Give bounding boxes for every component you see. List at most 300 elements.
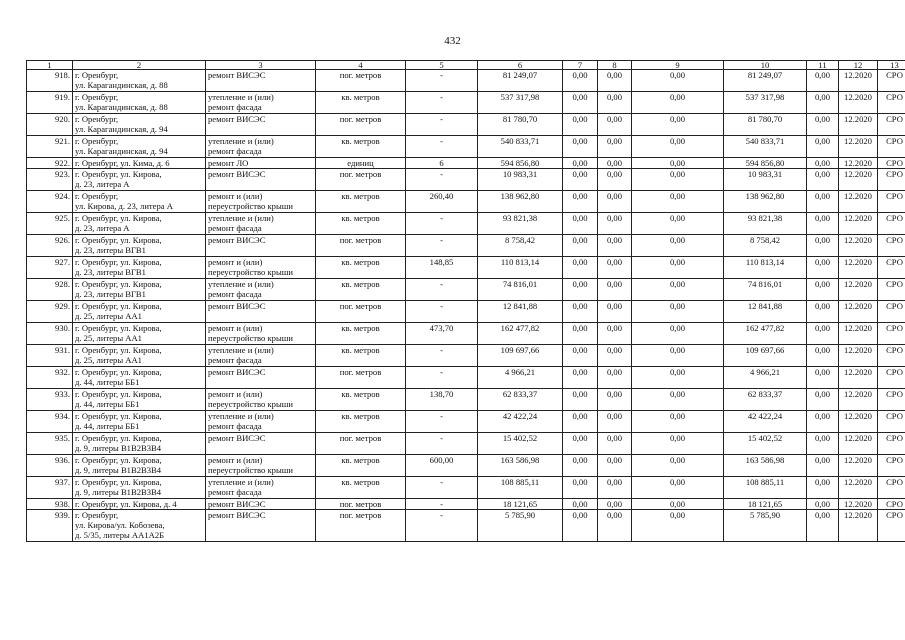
work-type-line: ремонт фасада: [208, 146, 262, 156]
column-number-5: 5: [406, 61, 478, 70]
row-number: 935.: [27, 433, 73, 455]
address-line: г. Оренбург,: [75, 70, 119, 80]
address-line: д. 9, литеры В1В2В3В4: [75, 465, 162, 475]
cost-col-11: 0,00: [807, 477, 839, 499]
cost-col-7: 0,00: [563, 70, 598, 92]
cost-col-9: 0,00: [632, 433, 724, 455]
address: [73, 279, 206, 301]
cost-col-7: 0,00: [563, 499, 598, 510]
cost-total: 8 758,42: [478, 235, 563, 257]
work-type-line: переустройство крыши: [208, 399, 293, 409]
address-line: г. Оренбург,: [75, 92, 119, 102]
unit: пог. метров: [316, 433, 406, 455]
cost-col-11: 0,00: [807, 455, 839, 477]
deadline: 12.2020: [839, 477, 878, 499]
cost-col-7: 0,00: [563, 169, 598, 191]
work-type-line: утепление и (или): [208, 345, 274, 355]
unit: кв. метров: [316, 389, 406, 411]
quantity: -: [406, 345, 478, 367]
unit: кв. метров: [316, 191, 406, 213]
quantity: -: [406, 235, 478, 257]
address: [73, 323, 206, 345]
table-row: [27, 389, 905, 411]
cost-col-11: 0,00: [807, 499, 839, 510]
cost-col-10: 8 758,42: [724, 235, 807, 257]
address-line: д. 9, литеры В1В2В3В4: [75, 487, 162, 497]
table-row: [27, 257, 905, 279]
work-type-line: ремонт ВИСЭС: [208, 301, 266, 311]
cost-col-9: 0,00: [632, 70, 724, 92]
work-type: [206, 477, 316, 499]
address-line: г. Оренбург, ул. Кирова,: [75, 301, 162, 311]
column-number-row: [27, 61, 905, 70]
cost-col-7: 0,00: [563, 114, 598, 136]
cost-total: 110 813,14: [478, 257, 563, 279]
method: СРО: [878, 114, 905, 136]
work-type-line: утепление и (или): [208, 136, 274, 146]
table-row: [27, 477, 905, 499]
cost-col-8: 0,00: [598, 323, 632, 345]
quantity: -: [406, 92, 478, 114]
table-row: [27, 114, 905, 136]
column-number-2: 2: [73, 61, 206, 70]
column-number-1: 1: [27, 61, 73, 70]
work-type-line: ремонт ЛО: [208, 158, 249, 168]
work-type: [206, 411, 316, 433]
column-number-11: 11: [807, 61, 839, 70]
deadline: 12.2020: [839, 301, 878, 323]
table-row: [27, 411, 905, 433]
address-line: д. 23, литеры ВГВ1: [75, 267, 146, 277]
cost-col-11: 0,00: [807, 257, 839, 279]
work-type: [206, 136, 316, 158]
work-type-line: утепление и (или): [208, 213, 274, 223]
address-line: ул. Карагандинская, д. 94: [75, 146, 168, 156]
method: СРО: [878, 389, 905, 411]
column-number-9: 9: [632, 61, 724, 70]
row-number: 918.: [27, 70, 73, 92]
quantity: 473,70: [406, 323, 478, 345]
cost-total: 162 477,82: [478, 323, 563, 345]
address: [73, 169, 206, 191]
cost-col-7: 0,00: [563, 257, 598, 279]
work-type-line: ремонт ВИСЭС: [208, 510, 266, 520]
cost-total: 138 962,80: [478, 191, 563, 213]
unit: единиц: [316, 158, 406, 169]
cost-total: 163 586,98: [478, 455, 563, 477]
quantity: 6: [406, 158, 478, 169]
quantity: 138,70: [406, 389, 478, 411]
address: [73, 114, 206, 136]
cost-col-9: 0,00: [632, 411, 724, 433]
address-line: г. Оренбург, ул. Кирова, д. 4: [75, 499, 177, 509]
work-type: [206, 389, 316, 411]
cost-col-9: 0,00: [632, 136, 724, 158]
method: СРО: [878, 367, 905, 389]
cost-col-11: 0,00: [807, 367, 839, 389]
unit: пог. метров: [316, 169, 406, 191]
address-line: д. 44, литеры ББ1: [75, 421, 140, 431]
table-row: [27, 169, 905, 191]
address-line: д. 25, литеры АА1: [75, 333, 142, 343]
cost-col-9: 0,00: [632, 367, 724, 389]
cost-col-9: 0,00: [632, 92, 724, 114]
deadline: 12.2020: [839, 158, 878, 169]
cost-col-7: 0,00: [563, 191, 598, 213]
cost-col-7: 0,00: [563, 345, 598, 367]
cost-col-11: 0,00: [807, 114, 839, 136]
row-number: 927.: [27, 257, 73, 279]
quantity: -: [406, 114, 478, 136]
cost-col-11: 0,00: [807, 433, 839, 455]
cost-col-10: 138 962,80: [724, 191, 807, 213]
address-line: г. Оренбург, ул. Кирова,: [75, 235, 162, 245]
deadline: 12.2020: [839, 136, 878, 158]
deadline: 12.2020: [839, 510, 878, 542]
quantity: -: [406, 279, 478, 301]
cost-col-10: 163 586,98: [724, 455, 807, 477]
page-number: 432: [444, 35, 461, 47]
cost-col-11: 0,00: [807, 301, 839, 323]
work-type-line: ремонт фасада: [208, 421, 262, 431]
cost-col-11: 0,00: [807, 70, 839, 92]
cost-col-9: 0,00: [632, 158, 724, 169]
work-type-line: переустройство крыши: [208, 333, 293, 343]
address: [73, 367, 206, 389]
column-number-12: 12: [839, 61, 878, 70]
row-number: 937.: [27, 477, 73, 499]
address-line: г. Оренбург,: [75, 114, 119, 124]
cost-col-8: 0,00: [598, 477, 632, 499]
quantity: -: [406, 433, 478, 455]
cost-col-7: 0,00: [563, 301, 598, 323]
address-line: г. Оренбург, ул. Кирова,: [75, 345, 162, 355]
row-number: 921.: [27, 136, 73, 158]
cost-col-10: 12 841,88: [724, 301, 807, 323]
method: СРО: [878, 92, 905, 114]
address: [73, 70, 206, 92]
address: [73, 345, 206, 367]
address-line: д. 9, литеры В1В2В3В4: [75, 443, 162, 453]
table-row: [27, 301, 905, 323]
work-type-line: ремонт ВИСЭС: [208, 499, 266, 509]
cost-col-9: 0,00: [632, 257, 724, 279]
address-line: г. Оренбург,: [75, 510, 119, 520]
cost-col-10: 81 780,70: [724, 114, 807, 136]
work-type: [206, 114, 316, 136]
cost-col-7: 0,00: [563, 213, 598, 235]
address-line: г. Оренбург, ул. Кирова,: [75, 433, 162, 443]
cost-col-9: 0,00: [632, 301, 724, 323]
row-number: 924.: [27, 191, 73, 213]
work-type-line: ремонт фасада: [208, 289, 262, 299]
cost-col-11: 0,00: [807, 158, 839, 169]
deadline: 12.2020: [839, 169, 878, 191]
work-type: [206, 158, 316, 169]
work-type-line: ремонт фасада: [208, 487, 262, 497]
unit: пог. метров: [316, 114, 406, 136]
deadline: 12.2020: [839, 433, 878, 455]
address-line: д. 25, литеры АА1: [75, 311, 142, 321]
work-type: [206, 279, 316, 301]
cost-col-11: 0,00: [807, 510, 839, 542]
work-type-line: утепление и (или): [208, 92, 274, 102]
work-type-line: ремонт ВИСЭС: [208, 114, 266, 124]
work-type: [206, 257, 316, 279]
work-type-line: ремонт фасада: [208, 223, 262, 233]
quantity: -: [406, 213, 478, 235]
address: [73, 301, 206, 323]
cost-col-10: 108 885,11: [724, 477, 807, 499]
cost-col-10: 62 833,37: [724, 389, 807, 411]
cost-col-8: 0,00: [598, 389, 632, 411]
cost-col-11: 0,00: [807, 169, 839, 191]
address-line: д. 25, литеры АА1: [75, 355, 142, 365]
cost-col-8: 0,00: [598, 257, 632, 279]
method: СРО: [878, 499, 905, 510]
address: [73, 411, 206, 433]
method: СРО: [878, 301, 905, 323]
table-row: [27, 191, 905, 213]
table-row: [27, 499, 905, 510]
cost-col-7: 0,00: [563, 158, 598, 169]
work-type: [206, 345, 316, 367]
address-line: г. Оренбург, ул. Кирова,: [75, 411, 162, 421]
cost-col-8: 0,00: [598, 114, 632, 136]
address: [73, 257, 206, 279]
work-type: [206, 455, 316, 477]
unit: кв. метров: [316, 213, 406, 235]
work-type-line: ремонт и (или): [208, 389, 263, 399]
work-type-line: ремонт и (или): [208, 455, 263, 465]
address-line: д. 23, литеры ВГВ1: [75, 245, 146, 255]
table-row: [27, 136, 905, 158]
unit: кв. метров: [316, 323, 406, 345]
cost-total: 74 816,01: [478, 279, 563, 301]
table-row: [27, 92, 905, 114]
cost-col-8: 0,00: [598, 92, 632, 114]
row-number: 929.: [27, 301, 73, 323]
address-line: г. Оренбург, ул. Кирова,: [75, 477, 162, 487]
row-number: 923.: [27, 169, 73, 191]
unit: пог. метров: [316, 70, 406, 92]
address-line: г. Оренбург,: [75, 136, 119, 146]
cost-col-10: 15 402,52: [724, 433, 807, 455]
table-row: [27, 70, 905, 92]
quantity: 600,00: [406, 455, 478, 477]
cost-col-10: 5 785,90: [724, 510, 807, 542]
cost-col-10: 93 821,38: [724, 213, 807, 235]
work-type-line: утепление и (или): [208, 411, 274, 421]
work-type-line: ремонт фасада: [208, 355, 262, 365]
deadline: 12.2020: [839, 411, 878, 433]
address: [73, 389, 206, 411]
work-type-line: ремонт фасада: [208, 102, 262, 112]
work-type: [206, 323, 316, 345]
address-line: г. Оренбург, ул. Кирова,: [75, 389, 162, 399]
deadline: 12.2020: [839, 279, 878, 301]
cost-col-7: 0,00: [563, 477, 598, 499]
address-line: д. 23, литера А: [75, 223, 130, 233]
work-type: [206, 301, 316, 323]
method: СРО: [878, 279, 905, 301]
cost-col-8: 0,00: [598, 367, 632, 389]
deadline: 12.2020: [839, 235, 878, 257]
address-line: ул. Кирова, д. 23, литера А: [75, 201, 173, 211]
method: СРО: [878, 191, 905, 213]
unit: кв. метров: [316, 279, 406, 301]
cost-col-8: 0,00: [598, 136, 632, 158]
cost-col-11: 0,00: [807, 345, 839, 367]
cost-col-7: 0,00: [563, 92, 598, 114]
cost-total: 537 317,98: [478, 92, 563, 114]
cost-col-11: 0,00: [807, 191, 839, 213]
cost-total: 10 983,31: [478, 169, 563, 191]
row-number: 930.: [27, 323, 73, 345]
address-line: г. Оренбург, ул. Кирова,: [75, 323, 162, 333]
table-row: [27, 433, 905, 455]
work-type-line: переустройство крыши: [208, 267, 293, 277]
cost-col-8: 0,00: [598, 345, 632, 367]
row-number: 933.: [27, 389, 73, 411]
unit: пог. метров: [316, 510, 406, 542]
address: [73, 433, 206, 455]
unit: кв. метров: [316, 345, 406, 367]
cost-col-11: 0,00: [807, 411, 839, 433]
deadline: 12.2020: [839, 92, 878, 114]
method: СРО: [878, 169, 905, 191]
address: [73, 477, 206, 499]
work-type: [206, 92, 316, 114]
column-number-13: 13: [878, 61, 905, 70]
work-type-line: ремонт и (или): [208, 323, 263, 333]
address-line: г. Оренбург, ул. Кима, д. 6: [75, 158, 170, 168]
capital-repair-table: [26, 60, 905, 542]
cost-col-8: 0,00: [598, 158, 632, 169]
cost-total: 81 780,70: [478, 114, 563, 136]
address-line: ул. Карагандинская, д. 94: [75, 124, 168, 134]
unit: кв. метров: [316, 257, 406, 279]
address: [73, 455, 206, 477]
table-row: [27, 235, 905, 257]
table-header: [27, 61, 905, 70]
quantity: 260,40: [406, 191, 478, 213]
cost-total: 18 121,65: [478, 499, 563, 510]
cost-col-9: 0,00: [632, 510, 724, 542]
cost-col-8: 0,00: [598, 433, 632, 455]
column-number-6: 6: [478, 61, 563, 70]
cost-total: 109 697,66: [478, 345, 563, 367]
address: [73, 92, 206, 114]
cost-col-9: 0,00: [632, 499, 724, 510]
cost-col-10: 81 249,07: [724, 70, 807, 92]
unit: пог. метров: [316, 499, 406, 510]
cost-col-8: 0,00: [598, 499, 632, 510]
address-line: д. 44, литеры ББ1: [75, 399, 140, 409]
row-number: 932.: [27, 367, 73, 389]
cost-col-7: 0,00: [563, 279, 598, 301]
deadline: 12.2020: [839, 191, 878, 213]
method: СРО: [878, 433, 905, 455]
cost-col-7: 0,00: [563, 411, 598, 433]
address: [73, 510, 206, 542]
work-type: [206, 499, 316, 510]
cost-col-8: 0,00: [598, 411, 632, 433]
deadline: 12.2020: [839, 114, 878, 136]
method: СРО: [878, 510, 905, 542]
cost-col-9: 0,00: [632, 323, 724, 345]
table-row: [27, 367, 905, 389]
cost-col-7: 0,00: [563, 323, 598, 345]
method: СРО: [878, 323, 905, 345]
row-number: 920.: [27, 114, 73, 136]
quantity: -: [406, 499, 478, 510]
cost-total: 108 885,11: [478, 477, 563, 499]
cost-col-7: 0,00: [563, 389, 598, 411]
cost-total: 5 785,90: [478, 510, 563, 542]
row-number: 928.: [27, 279, 73, 301]
cost-col-10: 540 833,71: [724, 136, 807, 158]
unit: пог. метров: [316, 235, 406, 257]
cost-col-9: 0,00: [632, 213, 724, 235]
address-line: г. Оренбург, ул. Кирова,: [75, 367, 162, 377]
cost-col-9: 0,00: [632, 345, 724, 367]
cost-col-11: 0,00: [807, 213, 839, 235]
cost-col-8: 0,00: [598, 279, 632, 301]
cost-col-9: 0,00: [632, 114, 724, 136]
quantity: -: [406, 301, 478, 323]
address-line: г. Оренбург, ул. Кирова,: [75, 257, 162, 267]
cost-col-7: 0,00: [563, 136, 598, 158]
work-type: [206, 70, 316, 92]
work-type: [206, 169, 316, 191]
work-type: [206, 510, 316, 542]
column-number-10: 10: [724, 61, 807, 70]
address-line: ул. Карагандинская, д. 88: [75, 102, 168, 112]
row-number: 934.: [27, 411, 73, 433]
cost-col-9: 0,00: [632, 191, 724, 213]
work-type-line: ремонт и (или): [208, 191, 263, 201]
cost-col-10: 18 121,65: [724, 499, 807, 510]
row-number: 919.: [27, 92, 73, 114]
quantity: -: [406, 510, 478, 542]
unit: пог. метров: [316, 301, 406, 323]
column-number-7: 7: [563, 61, 598, 70]
deadline: 12.2020: [839, 389, 878, 411]
cost-col-10: 594 856,80: [724, 158, 807, 169]
method: СРО: [878, 477, 905, 499]
row-number: 926.: [27, 235, 73, 257]
method: СРО: [878, 158, 905, 169]
table-row: [27, 279, 905, 301]
address: [73, 136, 206, 158]
table-row: [27, 455, 905, 477]
cost-col-8: 0,00: [598, 455, 632, 477]
cost-col-8: 0,00: [598, 213, 632, 235]
quantity: -: [406, 477, 478, 499]
quantity: -: [406, 367, 478, 389]
deadline: 12.2020: [839, 323, 878, 345]
address-line: ул. Карагандинская, д. 88: [75, 80, 168, 90]
table-row: [27, 510, 905, 542]
unit: кв. метров: [316, 92, 406, 114]
cost-col-10: 4 966,21: [724, 367, 807, 389]
cost-col-9: 0,00: [632, 169, 724, 191]
cost-col-7: 0,00: [563, 510, 598, 542]
address-line: д. 5/35, литеры АА1А2Б: [75, 530, 165, 540]
cost-col-10: 537 317,98: [724, 92, 807, 114]
quantity: -: [406, 411, 478, 433]
